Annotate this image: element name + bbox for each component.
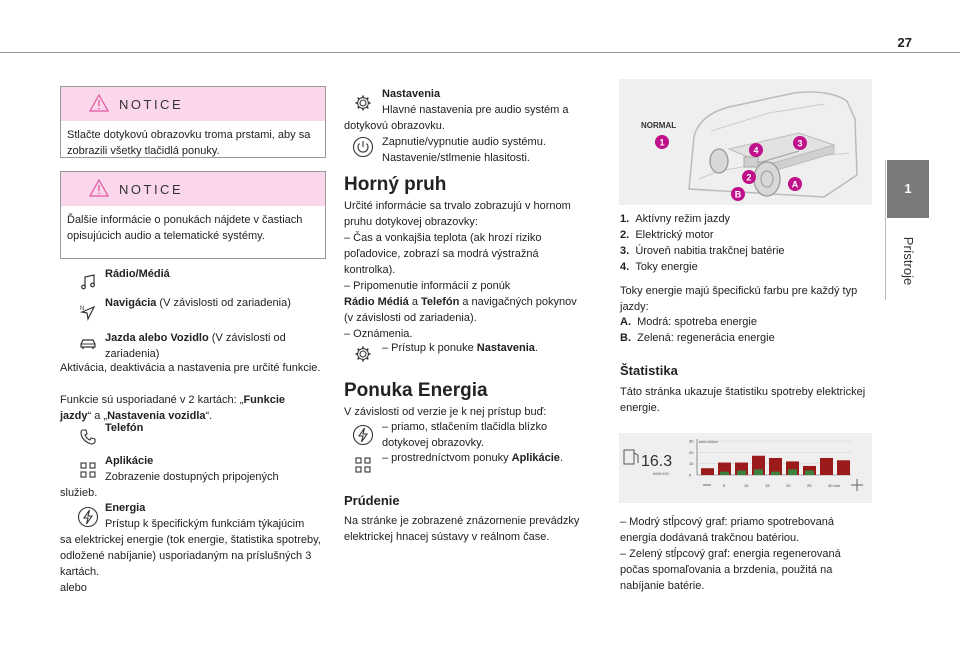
bar-regeneration-0 [720, 472, 729, 475]
chart-unit-label: kWh/100km [699, 440, 718, 444]
legend-item-2: 2. Elektrický motor [620, 229, 714, 241]
callout-a: A [791, 179, 799, 190]
charger-icon [624, 450, 634, 464]
header-rule [0, 52, 960, 53]
settings-desc-cont: dotykovú obrazovku. [344, 120, 445, 132]
gear-icon [354, 94, 372, 112]
y-tick-3: 0 [689, 472, 692, 478]
stats-bars [701, 456, 850, 475]
bar-consumption-7 [820, 458, 833, 475]
x-tick-0: 5 [723, 483, 726, 488]
topbar-intro: Určité informácie sa trvalo zobrazujú v hornom pruhu dotykovej obrazovky: [344, 200, 571, 229]
menu-apps-desc: Zobrazenie dostupných pripojených [105, 471, 279, 483]
callout-1: 1 [659, 137, 665, 148]
apps-grid-icon [354, 456, 372, 474]
menu-energy-desc-cont: sa elektrickej energie (tok energie, štatistika spotreby, odložené nabíjanie) usporiadaným na príslušných 3 kartách. [60, 534, 321, 579]
x-tick-4: 25 [807, 483, 812, 488]
apps-grid-icon [79, 461, 97, 479]
callout-2: 2 [746, 172, 752, 183]
stats-readout-unit: kWh/100 [653, 471, 669, 476]
bar-consumption-8 [837, 460, 850, 475]
menu-driving-label: Jazda alebo Vozidlo (V závislosti od zariadenia) [105, 332, 286, 361]
notice-box-1 [60, 86, 326, 158]
phone-icon [79, 428, 97, 446]
menu-apps-desc-cont: služieb. [60, 487, 98, 499]
stats-desc: Táto stránka ukazuje štatistiku spotreby elektrickej energie. [620, 386, 866, 415]
energy-bolt-icon [352, 424, 374, 446]
menu-radio-label: Rádio/Médiá [105, 268, 170, 280]
chapter-tab-number[interactable]: 1 [887, 160, 929, 218]
mode-label: NORMAL [641, 121, 677, 130]
warning-icon [89, 179, 109, 197]
topbar-item-reminder: – Pripomenutie informácií z ponúk Rádio Médiá a Telefón a navigačných pokynov (v závislosti od zariadenia). [344, 280, 577, 325]
stats-figure [619, 433, 872, 503]
power-desc: Zapnutie/vypnutie audio systému. Nastavenie/stlmenie hlasitosti. [382, 136, 546, 165]
notice-text: Ďalšie informácie o ponukách nájdete v častiach opisujúcich audio a telematické systémy. [67, 214, 303, 242]
x-tick-5: 30 min [828, 483, 841, 488]
bar-regeneration-1 [737, 470, 746, 475]
notice-text: Stlačte dotykovú obrazovku troma prstami, aby sa zobrazili všetky tlačidlá ponuky. [67, 129, 311, 157]
page-number: 27 [897, 35, 912, 50]
notice-header [61, 87, 325, 121]
stats-screen [619, 433, 872, 503]
topbar-item-settings: – Prístup k ponuke Nastavenia. [382, 342, 538, 354]
menu-energy-label: Energia [105, 502, 146, 514]
flow-desc: Na stránke je zobrazené znázornenie prevádzky elektrickej hnacej sústavy v reálnom čase. [344, 515, 580, 544]
topbar-item-time: – Čas a vonkajšia teplota (ak hrozí riziko poľadovice, zobrazí sa modrá výstražná kontrolka). [344, 232, 542, 277]
stats-heading: Štatistika [620, 363, 678, 378]
color-item-b: B. Zelená: regenerácia energie [620, 332, 775, 344]
energy-menu-heading: Ponuka Energia [344, 380, 488, 401]
callout-4: 4 [753, 145, 759, 156]
energy-bolt-icon [77, 506, 99, 528]
energy-menu-intro: V závislosti od verzie je k nej prístup buď: [344, 406, 547, 418]
menu-driving-tabs: Funkcie sú usporiadané v 2 kartách: „Funkcie jazdy“ a „Nastavenia vozidla“. [60, 394, 286, 423]
color-item-a: A. Modrá: spotreba energie [620, 316, 757, 328]
blue-bar-desc: – Modrý stĺpcový graf: priamo spotrebovaná energia dodávaná trakčnou batériou. [620, 516, 834, 545]
bar-regeneration-4 [788, 469, 797, 475]
x-tick-1: 10 [744, 483, 749, 488]
notice-header [61, 172, 325, 206]
legend-item-4: 4. Toky energie [620, 261, 698, 273]
notice-title: NOTICE [119, 182, 184, 197]
energy-flow-figure [619, 79, 872, 205]
bar-regeneration-3 [771, 472, 780, 475]
y-tick-2: 10 [689, 461, 694, 467]
car-icon [79, 335, 97, 353]
x-tick-2: 15 [765, 483, 770, 488]
flow-heading: Prúdenie [344, 493, 400, 508]
colors-intro: Toky energie majú špecifickú farbu pre každý typ jazdy: [620, 285, 858, 314]
warning-icon [89, 94, 109, 112]
settings-desc: Hlavné nastavenia pre audio systém a [382, 104, 569, 116]
callout-3: 3 [797, 138, 803, 149]
menu-phone-label: Telefón [105, 422, 144, 434]
vehicle-energy-diagram [619, 79, 872, 205]
y-tick-1: 20 [689, 449, 694, 455]
notice-box-2 [60, 171, 326, 259]
energy-menu-via-apps: – prostredníctvom ponuky Aplikácie. [382, 452, 563, 464]
green-bar-desc: – Zelený stĺpcový graf: energia regenerovaná počas spomaľovania a brzdenia, použitá na nabíjanie batérie. [620, 548, 841, 593]
x-tick-3: 20 [786, 483, 791, 488]
menu-energy-desc: Prístup k špecifickým funkciám týkajúcim [105, 518, 305, 530]
energy-menu-direct: – priamo, stlačením tlačidla blízko dotykovej obrazovky. [382, 421, 548, 450]
gear-icon [354, 345, 372, 363]
menu-apps-label: Aplikácie [105, 455, 154, 467]
power-icon [352, 136, 374, 158]
settings-title: Nastavenia [382, 88, 441, 100]
svg-text:N: N [80, 306, 85, 312]
menu-driving-desc: Aktivácia, deaktivácia a nastavenia pre určité funkcie. [60, 362, 321, 374]
stats-readout: 16.3 [641, 453, 673, 470]
topbar-heading: Horný pruh [344, 174, 447, 195]
callout-b: B [734, 189, 742, 200]
chapter-tab-label: Prístroje [901, 236, 917, 286]
x-tick-labels [723, 483, 840, 488]
topbar-item-notifications: – Oznámenia. [344, 328, 413, 340]
navigation-arrow-icon [79, 303, 97, 321]
bar-regeneration-2 [754, 469, 763, 475]
music-note-icon [79, 273, 97, 291]
notice-title: NOTICE [119, 97, 184, 112]
legend-item-1: 1. Aktívny režim jazdy [620, 213, 731, 225]
menu-navigation-label: Navigácia (V závislosti od zariadenia) [105, 297, 291, 309]
bar-consumption-0 [701, 468, 714, 475]
bar-regeneration-5 [805, 470, 814, 475]
or-text: alebo [60, 582, 87, 594]
y-tick-0: 30 [689, 438, 694, 444]
legend-item-3: 3. Úroveň nabitia trakčnej batérie [620, 245, 785, 257]
